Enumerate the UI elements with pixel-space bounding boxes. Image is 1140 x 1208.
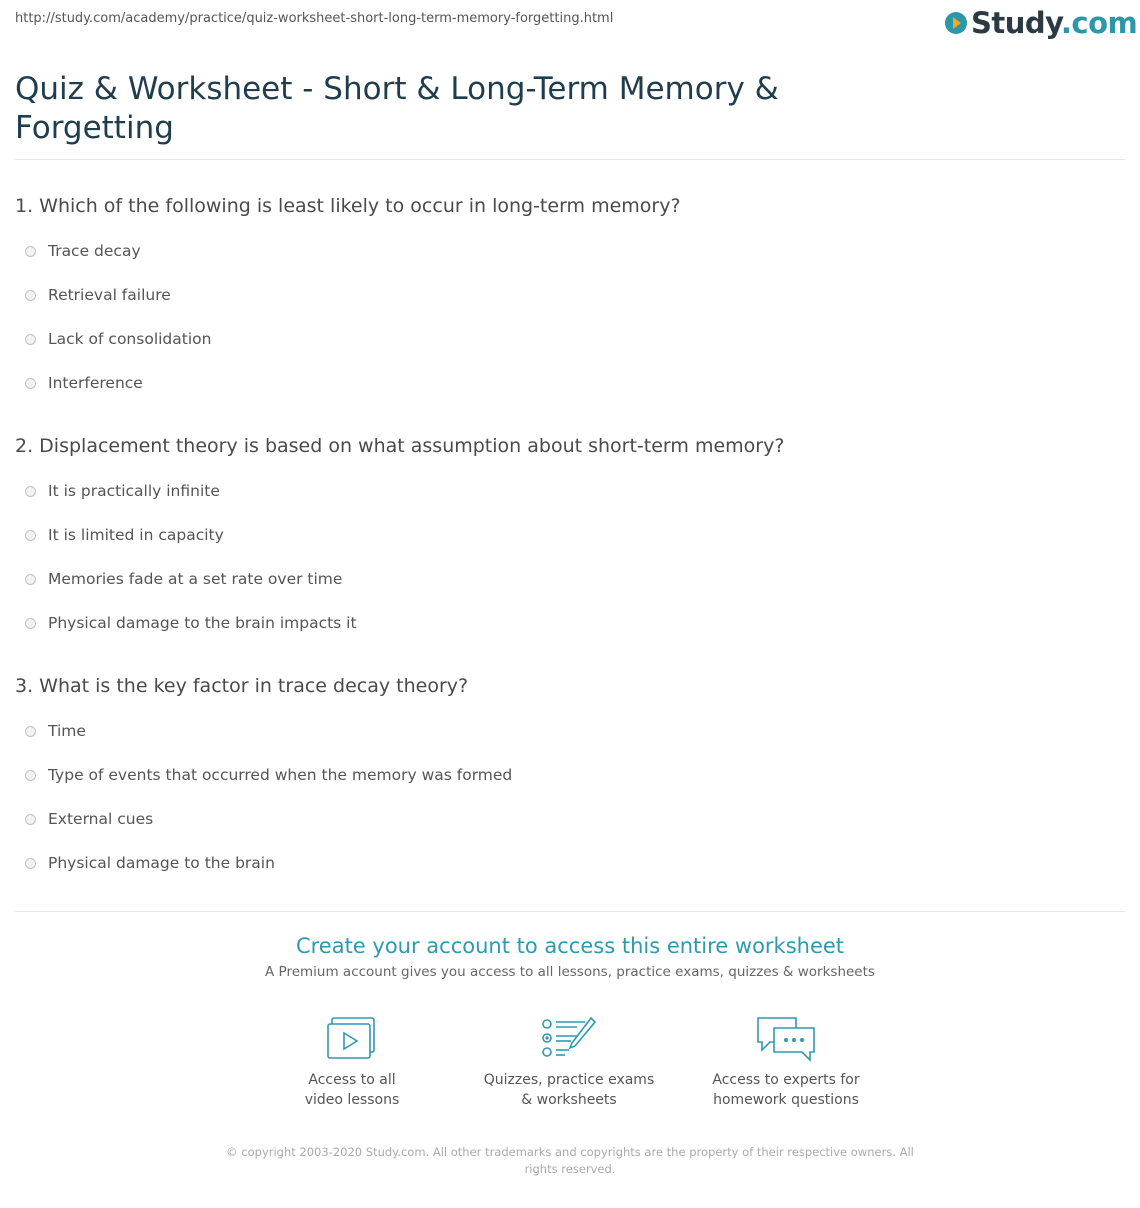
radio-button[interactable]	[25, 530, 36, 541]
answer-option[interactable]	[15, 361, 1115, 405]
divider	[15, 159, 1125, 160]
answer-option[interactable]	[15, 841, 1115, 885]
answer-option[interactable]	[15, 273, 1115, 317]
video-lessons-icon	[326, 1016, 378, 1062]
radio-button[interactable]	[25, 574, 36, 585]
study-logo[interactable]	[945, 6, 1137, 40]
question-1	[15, 194, 1115, 405]
radio-button[interactable]	[25, 770, 36, 781]
answer-option[interactable]	[15, 229, 1115, 273]
question-text: 1. Which of the following is least likely to occur in long-term memory?	[15, 195, 681, 217]
play-logo-icon	[945, 12, 967, 34]
feature-quizzes	[469, 1016, 669, 1110]
radio-button[interactable]	[25, 378, 36, 389]
answer-option[interactable]	[15, 753, 1115, 797]
radio-button[interactable]	[25, 726, 36, 737]
question-3	[15, 674, 1115, 885]
answer-option[interactable]	[15, 513, 1115, 557]
promo-subtitle: A Premium account gives you access to all lessons, practice exams, quizzes & worksheets	[265, 964, 875, 980]
radio-button[interactable]	[25, 814, 36, 825]
option-label: Type of events that occurred when the memory was formed	[48, 766, 513, 784]
option-label: External cues	[48, 810, 154, 828]
feature-label-line1: Access to experts for	[712, 1072, 860, 1088]
feature-video-lessons	[252, 1016, 452, 1110]
option-label: Physical damage to the brain	[48, 854, 275, 872]
option-label: Lack of consolidation	[48, 330, 212, 348]
answer-option[interactable]	[15, 797, 1115, 841]
answer-option[interactable]	[15, 317, 1115, 361]
option-label: It is limited in capacity	[48, 526, 224, 544]
answer-option[interactable]	[15, 469, 1115, 513]
logo-name: Study	[971, 6, 1061, 40]
answer-option[interactable]	[15, 601, 1115, 645]
radio-button[interactable]	[25, 858, 36, 869]
feature-label-line2: homework questions	[713, 1092, 859, 1108]
option-label: Retrieval failure	[48, 286, 171, 304]
feature-label-line1: Access to all	[308, 1072, 396, 1088]
feature-label-line2: & worksheets	[521, 1092, 617, 1108]
page-url: http://study.com/academy/practice/quiz-worksheet-short-long-term-memory-forgetting.html	[15, 11, 614, 26]
radio-button[interactable]	[25, 334, 36, 345]
feature-label-line2: video lessons	[304, 1092, 400, 1108]
option-label: Interference	[48, 374, 143, 392]
radio-button[interactable]	[25, 246, 36, 257]
quiz-checklist-icon	[541, 1016, 597, 1062]
radio-button[interactable]	[25, 290, 36, 301]
option-label: It is practically infinite	[48, 482, 220, 500]
feature-experts	[686, 1016, 886, 1110]
logo-suffix: .com	[1060, 6, 1138, 40]
radio-button[interactable]	[25, 486, 36, 497]
question-text: 2. Displacement theory is based on what assumption about short-term memory?	[15, 435, 785, 457]
question-2	[15, 434, 1115, 645]
radio-button[interactable]	[25, 618, 36, 629]
page-title: Quiz & Worksheet - Short & Long-Term Memory & Forgetting	[15, 71, 779, 146]
option-label: Physical damage to the brain impacts it	[48, 614, 357, 632]
answer-option[interactable]	[15, 709, 1115, 753]
option-label: Time	[48, 722, 86, 740]
divider	[15, 911, 1125, 912]
option-label: Memories fade at a set rate over time	[48, 570, 343, 588]
feature-label-line1: Quizzes, practice exams	[483, 1072, 655, 1088]
answer-option[interactable]	[15, 557, 1115, 601]
create-account-link[interactable]: Create your account to access this entire worksheet	[295, 934, 845, 958]
option-label: Trace decay	[48, 242, 141, 260]
question-text: 3. What is the key factor in trace decay theory?	[15, 675, 469, 697]
chat-experts-icon	[754, 1016, 818, 1062]
copyright-notice: © copyright 2003-2020 Study.com. All other trademarks and copyrights are the property of their respective owners. All rights reserved.	[226, 1145, 914, 1176]
